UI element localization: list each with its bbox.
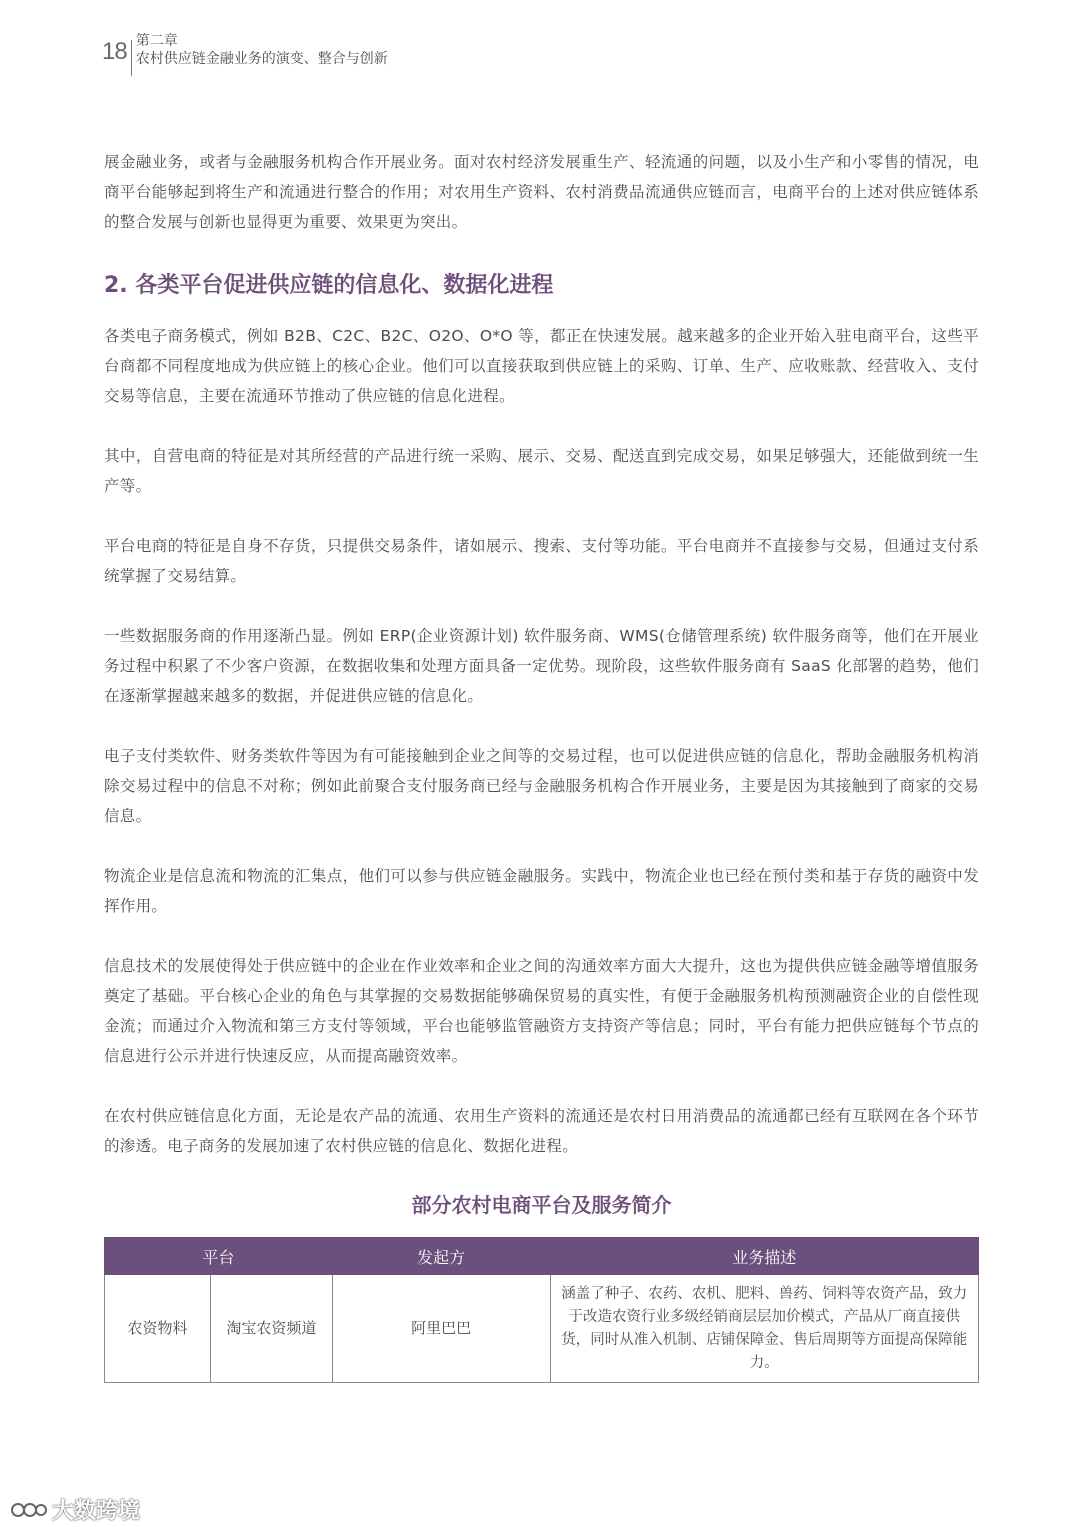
paragraph: 其中，自营电商的特征是对其所经营的产品进行统一采购、展示、交易、配送直到完成交易，如果足够强大，还能做到统一生产等。 [104,447,979,495]
cell-description: 涵盖了种子、农药、农机、肥料、兽药、饲料等农资产品，致力于改造农资行业多级经销商层层加价模式，产品从厂商直接供货，同时从准入机制、店铺保障金、售后周期等方面提高保障能力。 [550,1275,979,1383]
page-number: 18 [102,40,132,76]
paragraph: 各类电子商务模式，例如 B2B、C2C、B2C、O2O、O*O 等，都正在快速发展。越来越多的企业开始入驻电商平台，这些平台商都不同程度地成为供应链上的核心企业。他们可以直接获取到供应链上的采购、订单、生产、应收账款、经营收入、支付交易等信息，主要在流通环节推动了供应链的信息化进程。 [104,327,979,405]
cell-category: 农资物料 [105,1275,211,1383]
header-platform: 平台 [105,1238,333,1275]
chapter-label: 第二章 [135,33,178,49]
table-title: 部分农村电商平台及服务简介 [411,1193,672,1217]
paragraph: 在农村供应链信息化方面，无论是农产品的流通、农用生产资料的流通还是农村日用消费品的流通都已经有互联网在各个环节的渗透。电子商务的发展加速了农村供应链的信息化、数据化进程。 [104,1107,979,1155]
header-initiator: 发起方 [332,1238,550,1275]
watermark [10,1494,140,1525]
table-row [105,1275,979,1383]
platforms-table [104,1237,979,1383]
paragraph-intro: 展金融业务，或者与金融服务机构合作开展业务。面对农村经济发展重生产、轻流通的问题，以及小生产和小零售的情况，电商平台能够起到将生产和流通进行整合的作用；对农用生产资料、农村消费品流通供应链而言，电商平台的上述对供应链体系的整合发展与创新也显得更为重要、效果更为突出。 [104,153,979,231]
paragraph: 信息技术的发展使得处于供应链中的企业在作业效率和企业之间的沟通效率方面大大提升，这也为提供供应链金融等增值服务奠定了基础。平台核心企业的角色与其掌握的交易数据能够确保贸易的真实性，有便于金融服务机构预测融资企业的自偿性现金流；而通过介入物流和第三方支付等领域，平台也能够监管融资方支持资产等信息；同时，平台有能力把供应链每个节点的信息进行公示并进行快速反应，从而提高融资效率。 [104,957,979,1065]
paragraph: 一些数据服务商的作用逐渐凸显。例如 ERP(企业资源计划) 软件服务商、WMS(仓储管理系统) 软件服务商等，他们在开展业务过程中积累了不少客户资源，在数据收集和处理方面具备一定优势。现阶段，这些软件服务商有 SaaS 化部署的趋势，他们在逐渐掌握越来越多的数据，并促进供应链的信息化。 [104,627,979,705]
cell-platform: 淘宝农资频道 [210,1275,332,1383]
paragraph: 物流企业是信息流和物流的汇集点，他们可以参与供应链金融服务。实践中，物流企业也已经在预付类和基于存货的融资中发挥作用。 [104,867,979,915]
page-body [104,147,979,1383]
chapter-heading [132,32,388,68]
cell-initiator: 阿里巴巴 [332,1275,550,1383]
paragraph: 平台电商的特征是自身不存货，只提供交易条件，诸如展示、搜索、支付等功能。平台电商并不直接参与交易，但通过支付系统掌握了交易结算。 [104,537,979,585]
watermark-logo-icon [10,1498,48,1522]
page-header [102,30,388,76]
watermark-text: 大数跨境 [52,1499,141,1524]
header-description: 业务描述 [550,1238,979,1275]
chapter-title: 农村供应链金融业务的演变、整合与创新 [135,51,388,67]
paragraph: 电子支付类软件、财务类软件等因为有可能接触到企业之间等的交易过程，也可以促进供应链的信息化，帮助金融服务机构消除交易过程中的信息不对称；例如此前聚合支付服务商已经与金融服务机构合作开展业务，主要是因为其接触到了商家的交易信息。 [104,747,979,825]
section-title: 2. 各类平台促进供应链的信息化、数据化进程 [104,273,554,298]
table-header-row [105,1238,979,1275]
